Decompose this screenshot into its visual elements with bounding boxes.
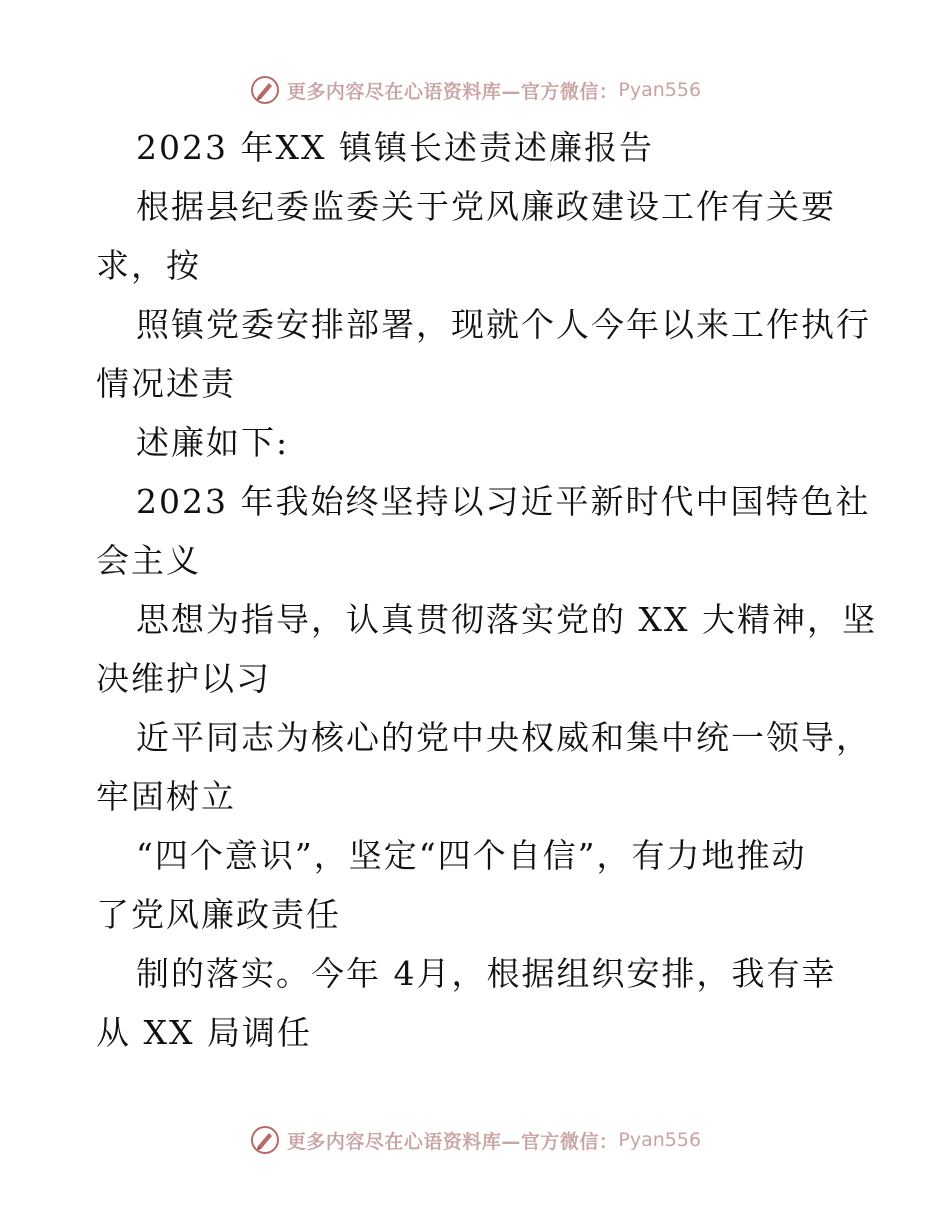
watermark-text: 更多内容尽在心语资料库—官方微信：	[286, 1130, 619, 1153]
watermark-wechat-id: Pyan556	[618, 79, 702, 101]
footer-watermark	[0, 1120, 950, 1160]
pen-logo-icon	[249, 1124, 281, 1156]
text-line: 照镇党委安排部署，现就个人今年以来工作执行	[136, 305, 871, 344]
text-line: 决维护以习	[96, 659, 271, 698]
text-line: 情况述责	[96, 364, 236, 403]
watermark-text: 更多内容尽在心语资料库—官方微信：	[286, 80, 619, 103]
text-line: 牢固树立	[96, 777, 236, 816]
text-line: 述廉如下:	[136, 423, 290, 462]
text-line: 近平同志为核心的党中央权威和集中统一领导，	[136, 718, 871, 757]
document-title: 2023 年XX 镇镇长述责述廉报告	[136, 128, 654, 167]
header-watermark	[0, 70, 950, 110]
text-line: 会主义	[96, 541, 201, 580]
text-line: 根据县纪委监委关于党风廉政建设工作有关要	[136, 187, 836, 226]
text-line: 求，按	[96, 246, 201, 285]
text-line: 2023 年我始终坚持以习近平新时代中国特色社	[136, 482, 871, 521]
pen-logo-icon	[249, 74, 281, 106]
text-line: 了党风廉政责任	[96, 895, 341, 934]
text-line: 从 XX 局调任	[96, 1013, 312, 1052]
watermark-wechat-id: Pyan556	[618, 1129, 702, 1151]
text-line: “四个意识”，坚定“四个自信”，有力地推动	[136, 836, 807, 875]
document-body	[96, 118, 877, 1062]
text-line: 制的落实。今年 4月，根据组织安排，我有幸	[136, 954, 837, 993]
text-line: 思想为指导，认真贯彻落实党的 XX 大精神，坚	[136, 600, 877, 639]
